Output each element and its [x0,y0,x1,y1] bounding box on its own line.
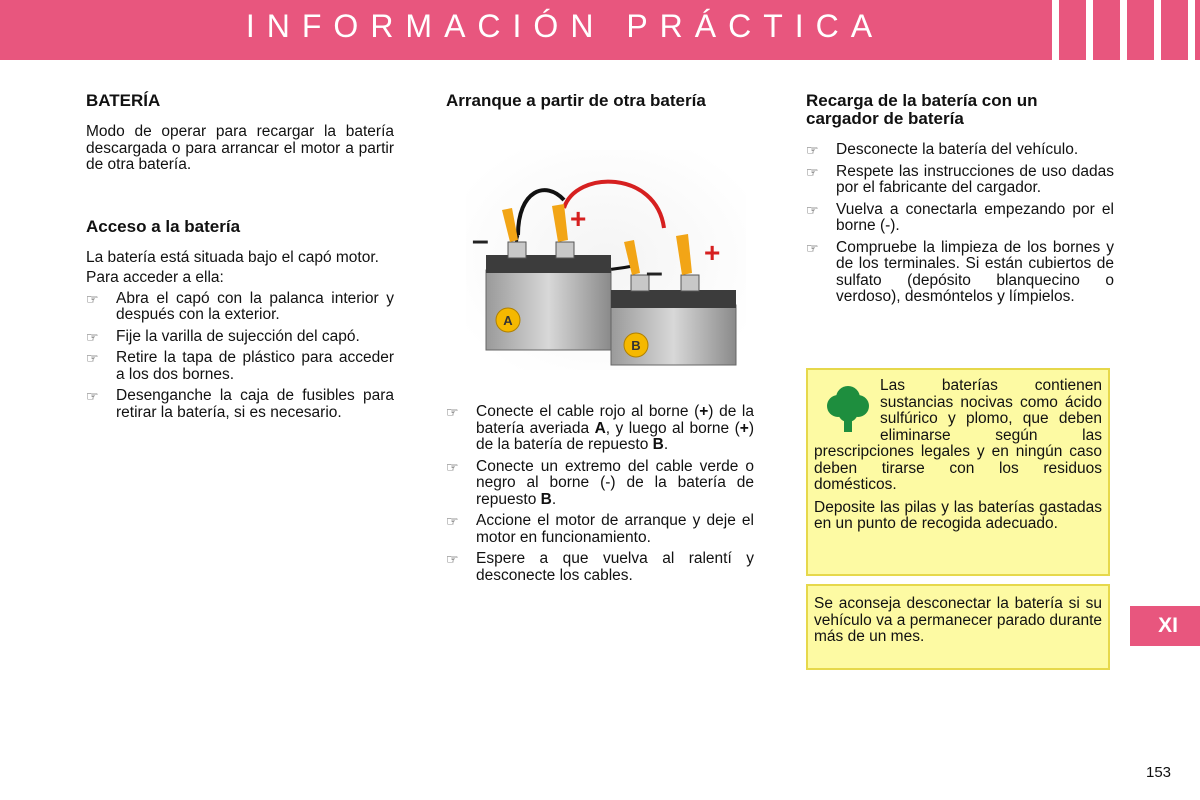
minus-sign: – [472,224,489,257]
list-item: ☞ Desenganche la caja de fusibles para retirar la batería, si es necesario. [86,387,394,421]
tree-icon [820,378,876,434]
list-item: ☞ Conecte el cable rojo al borne (+) de la batería averiada A, y luego al borne (+) de la batería de repuesto B. [446,403,755,453]
list-item: ☞ Respete las instrucciones de uso dadas por el fabricante del cargador. [806,162,1114,196]
hand-pointing-icon: ☞ [446,551,459,567]
hand-pointing-icon: ☞ [806,163,819,180]
list-item: ☞ Fije la varilla de sujección del capó. [86,327,360,345]
hand-pointing-icon: ☞ [806,201,819,218]
section-heading-charger: Recarga de la batería con un cargador de batería [806,91,1038,128]
page-number: 153 [1146,764,1172,781]
column-charger [806,92,1114,311]
list-item: ☞ Compruebe la limpieza de los bornes y de los terminales. Si están cubiertos de sulfato (depósito blanquecino o verdoso), desmóntelos y límpielos. [806,238,1114,305]
chapter-tab: XI [1130,606,1200,646]
jump-start-steps-list [446,404,754,584]
page-title: INFORMACIÓN PRÁCTICA [245,8,885,44]
list-item: ☞ Vuelva a conectarla empezando por el borne (-). [806,200,1114,234]
list-item: ☞ Conecte un extremo del cable verde o negro al borne (-) de la batería de repuesto B. [446,457,754,508]
minus-sign: – [646,256,663,289]
hand-pointing-icon: ☞ [86,388,99,404]
list-item: ☞ Retire la tapa de plástico para acceder a los dos bornes. [86,349,394,383]
access-paragraph-1: La batería está situada bajo el capó motor. [86,248,379,266]
battery-a [486,242,611,350]
hand-pointing-icon: ☞ [446,404,459,420]
access-paragraph-2: Para acceder a ella: [86,269,224,286]
list-item: ☞ Desconecte la batería del vehículo. [806,141,1079,158]
tip-note-box [806,584,1110,670]
tip-note-text: Se aconseja desconectar la batería si su vehículo va a permanecer parado durante más de un mes. [814,595,1102,645]
environment-note-text: Las baterías contienen sustancias nocivas como ácido sulfúrico y plomo, que deben eliminarse según las prescripciones legales y en ningún caso deben tirarse con los residuos domésticos. [814,377,1102,493]
battery-jump-illustration [446,130,754,370]
environment-recycle-text: Deposite las pilas y las baterías gastadas en un punto de recogida adecuado. [814,498,1102,532]
section-heading-access: Acceso a la batería [86,216,241,236]
access-steps-list [86,291,394,422]
battery-label-b: B [631,338,641,353]
hand-pointing-icon: ☞ [86,350,99,366]
battery-intro: Modo de operar para recargar la batería descargada o para arrancar el motor a partir de otra batería. [86,123,394,173]
battery-label-a: A [503,313,513,328]
plus-sign: + [570,203,587,234]
page-header [0,0,1200,60]
header-stripe [1188,0,1195,60]
header-stripe [1154,0,1161,60]
column-battery [86,92,394,426]
hand-pointing-icon: ☞ [806,239,819,256]
column-jump-start [446,92,754,589]
hand-pointing-icon: ☞ [86,290,99,307]
hand-pointing-icon: ☞ [806,142,819,158]
list-item: ☞ Accione el motor de arranque y deje el motor en funcionamiento. [446,512,754,546]
battery-illustration-svg [446,130,754,370]
list-item: ☞ Abra el capó con la palanca interior y después con la exterior. [86,289,394,323]
plus-sign: + [704,237,721,268]
environment-note-box [806,368,1110,576]
section-heading-battery: BATERÍA [86,91,161,110]
charger-steps-list [806,142,1114,306]
list-item: ☞ Espere a que vuelva al ralentí y desconecte los cables. [446,550,754,584]
hand-pointing-icon: ☞ [86,328,99,345]
section-heading-jump-start: Arranque a partir de otra batería [446,91,706,110]
hand-pointing-icon: ☞ [446,458,459,475]
hand-pointing-icon: ☞ [446,513,459,529]
